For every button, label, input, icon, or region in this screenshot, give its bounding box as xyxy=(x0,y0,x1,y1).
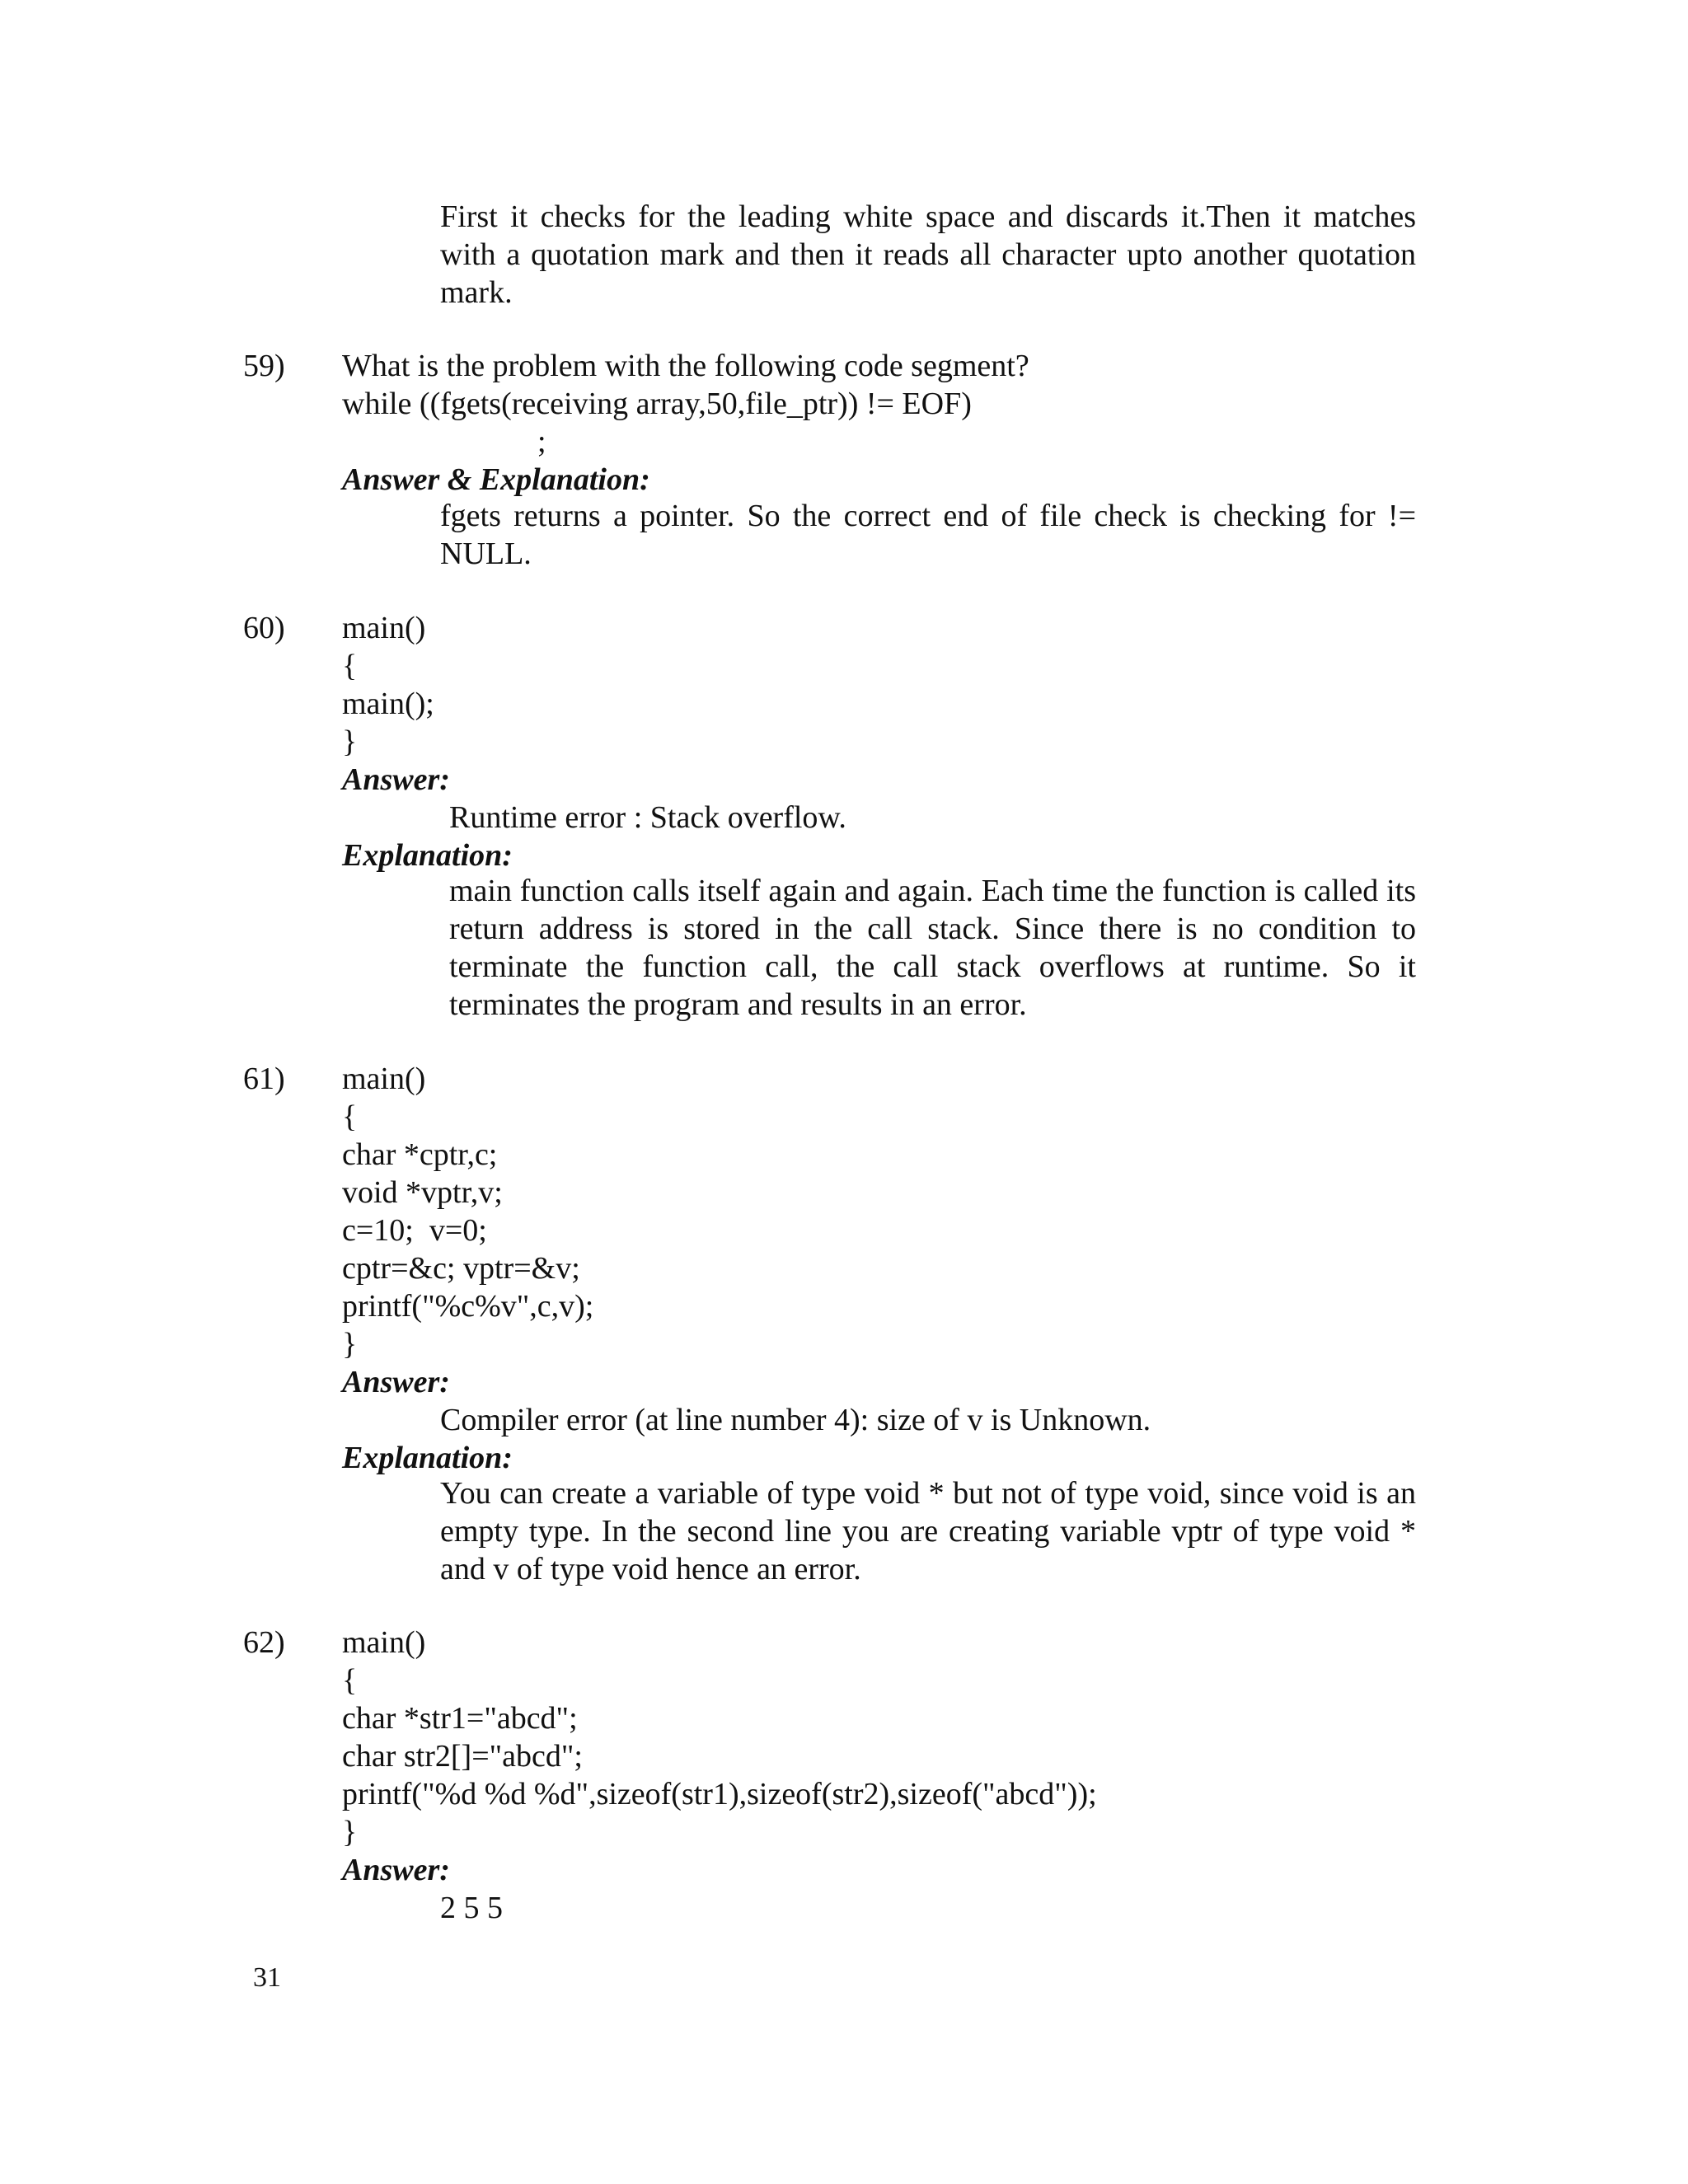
question-62-code-line-3: char *str1="abcd"; xyxy=(342,1701,578,1736)
question-62-code-line-6: } xyxy=(342,1815,358,1849)
question-61-code-line-2: { xyxy=(342,1099,358,1134)
question-60-explanation-text: main function calls itself again and again. Each time the function is called its return address is stored in the call stack. Since there is no condition to terminate the function call, the call stack overflows at runtime. So it terminates the program and results in an error. xyxy=(449,874,1416,1022)
question-59-answer-heading: Answer & Explanation: xyxy=(342,462,650,497)
question-60-code-line-4: } xyxy=(342,724,358,759)
question-60-answer-heading: Answer: xyxy=(342,762,450,797)
question-61-code-line-8: } xyxy=(342,1327,358,1361)
question-62-answer-heading: Answer: xyxy=(342,1853,450,1887)
question-62-code-line-4: char str2[]="abcd"; xyxy=(342,1739,583,1774)
question-61-code-line-6: cptr=&c; vptr=&v; xyxy=(342,1251,580,1286)
intro-paragraph: First it checks for the leading white space and discards it.Then it matches with a quotation mark and then it reads all character upto another quotation mark. xyxy=(440,199,1416,310)
question-60-explanation-heading: Explanation: xyxy=(342,838,513,873)
question-62-code-line-2: { xyxy=(342,1663,358,1698)
question-number-60: 60) xyxy=(243,611,285,645)
question-61-code-line-1: main() xyxy=(342,1062,426,1096)
question-number-62: 62) xyxy=(243,1625,285,1660)
question-61-code-line-3: char *cptr,c; xyxy=(342,1137,498,1172)
question-61-answer-heading: Answer: xyxy=(342,1365,450,1399)
question-59-code-line-2: ; xyxy=(537,424,546,459)
question-62-code-line-5: printf("%d %d %d",sizeof(str1),sizeof(str2),sizeof("abcd")); xyxy=(342,1777,1097,1811)
question-61-explanation-text: You can create a variable of type void * but not of type void, since void is an empty type. In the second line you are creating variable vptr of type void * and v of type void hence an error. xyxy=(440,1476,1416,1586)
question-61-answer-text: Compiler error (at line number 4): size of v is Unknown. xyxy=(440,1403,1151,1437)
question-62-answer-text: 2 5 5 xyxy=(440,1891,503,1925)
question-61-code-line-5: c=10; v=0; xyxy=(342,1213,487,1248)
question-60-code-line-1: main() xyxy=(342,611,426,645)
question-59-text: What is the problem with the following code segment? xyxy=(342,349,1029,383)
question-60-answer-text: Runtime error : Stack overflow. xyxy=(449,800,846,835)
question-60-code-line-2: { xyxy=(342,649,358,683)
question-61-explanation-heading: Explanation: xyxy=(342,1441,513,1475)
question-59-answer-text: fgets returns a pointer. So the correct end of file check is checking for != NULL. xyxy=(440,499,1416,571)
question-number-61: 61) xyxy=(243,1062,285,1096)
page-number: 31 xyxy=(253,1962,281,1993)
question-61-code-line-4: void *vptr,v; xyxy=(342,1175,503,1210)
question-60-code-line-3: main(); xyxy=(342,687,434,721)
question-59-code-line-1: while ((fgets(receiving array,50,file_ptr)) != EOF) xyxy=(342,387,972,421)
question-62-code-line-1: main() xyxy=(342,1625,426,1660)
question-61-code-line-7: printf("%c%v",c,v); xyxy=(342,1289,594,1324)
question-number-59: 59) xyxy=(243,349,285,383)
